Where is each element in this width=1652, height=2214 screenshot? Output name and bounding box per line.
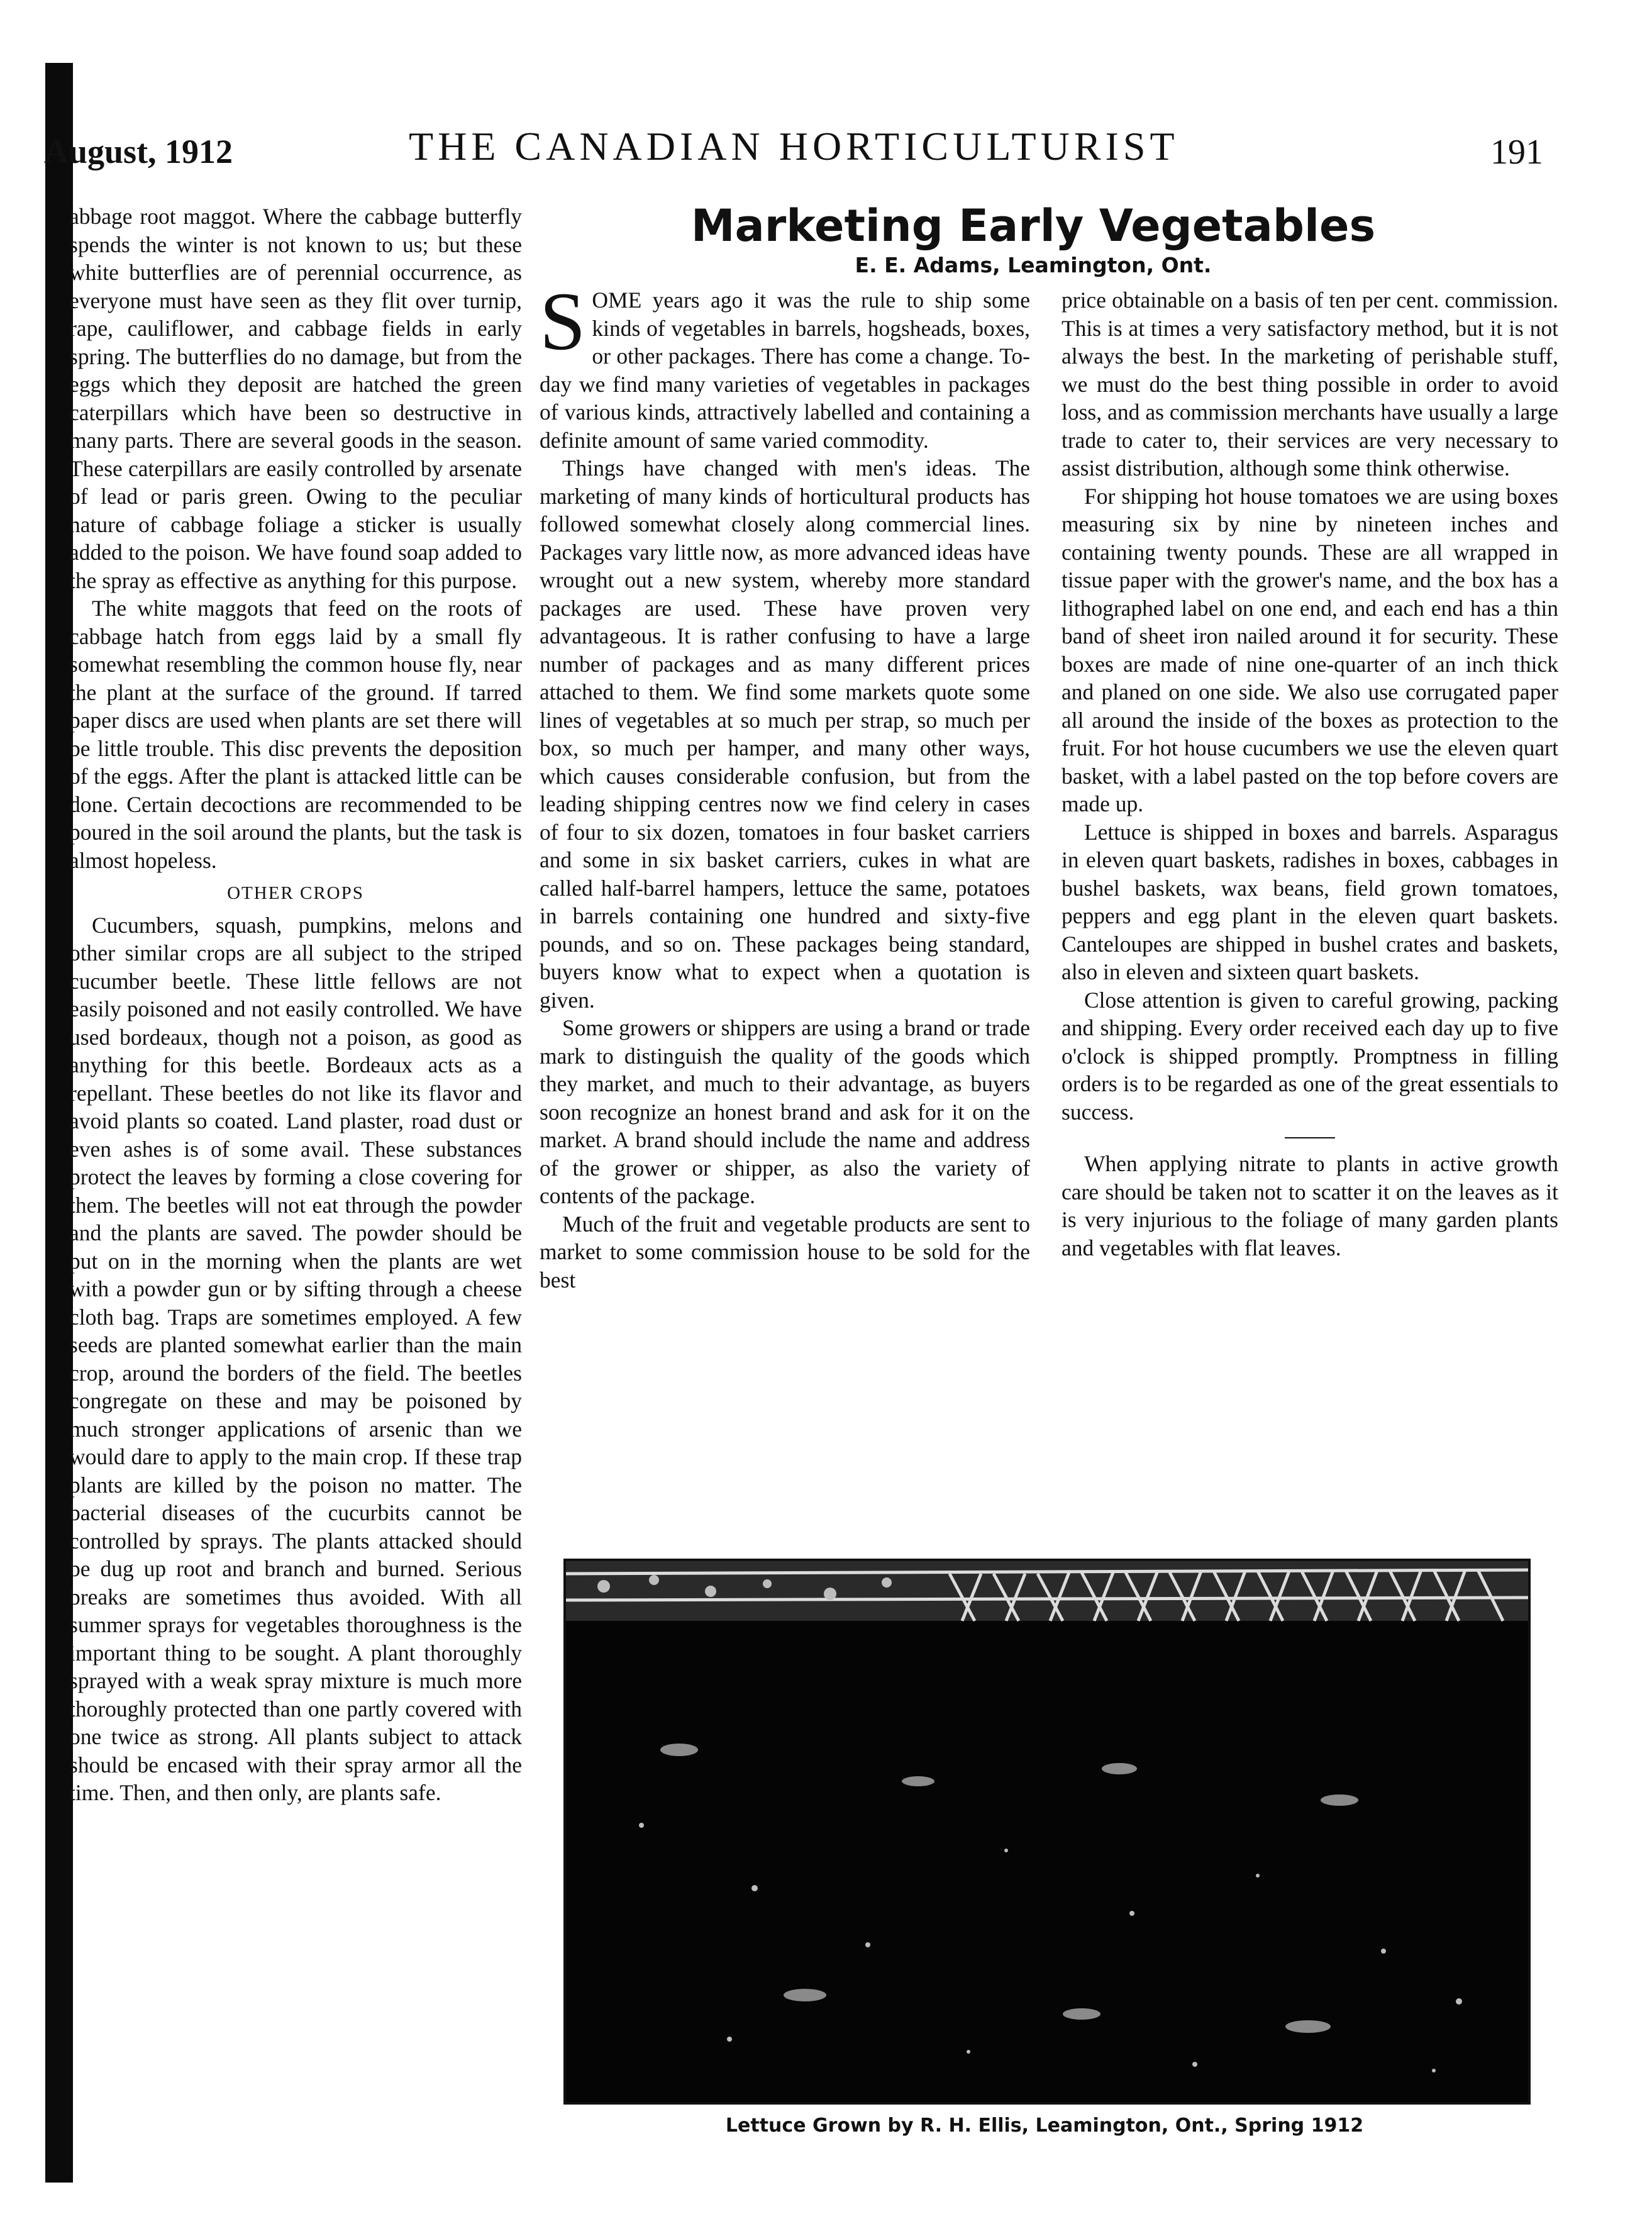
- drop-cap: S: [540, 275, 586, 367]
- paragraph: For shipping hot house tomatoes we are using boxes measuring six by nine by nineteen inches and containing twenty pounds. These are all wrapped in tissue paper with the grower's name, and the box has a lithographed label on one end, and each end has a thin band of sheet iron nailed around it for security. These boxes are made of nine one-quarter of an inch thick and planed on one side. We also use corrugated paper all around the inside of the boxes as protection to the fruit. For hot house cucumbers we use the eleven quart basket, with a label pasted on the top before covers are made up.: [1062, 483, 1558, 816]
- paragraph: Cucumbers, squash, pumpkins, melons and other similar crops are all subject to the striped cucumber beetle. These little fellows are not easily poisoned and not easily controlled. We have used bordeaux, though not a poison, as good as anything for this beetle. Bordeaux acts as a repellant. These beetles do not like its flavor and avoid plants so coated. Land plaster, road dust or even ashes is of some avail. These substances protect the leaves by forming a close covering for them. The beetles will not eat through the powder and the plants are saved. The powder should be put on in the morning when the plants are wet with a powder gun or by sifting through a cheese cloth bag. Traps are sometimes employed. A few seeds are planted somewhat earlier than the main crop, around the borders of the field. The beetles congregate on these and may be poisoned by much stronger applications of arsenic than we would dare to apply to the main crop. If these trap plants are killed by the poison no matter. The bacterial diseases of the cucurbits cannot be controlled by sprays. The plants attacked should be dug up root and branch and burned. Serious breaks are sometimes thus avoided. With all summer sprays for vegetables thoroughness is the important thing to be sought. A plant thoroughly sprayed with a weak spray mixture is much more thoroughly protected than one partly covered with one twice as strong. All plants subject to attack should be encased with their spray armor all the time. Then, and then only, are plants safe.: [69, 912, 522, 1805]
- left-column: [69, 203, 522, 1807]
- photo-caption: Lettuce Grown by R. H. Ellis, Leamington, Ont., Spring 1912: [725, 2115, 1364, 2137]
- paragraph: Lettuce is shipped in boxes and barrels. Asparagus in eleven quart baskets, radishes in boxes, cabbages in bushel baskets, wax beans, field grown tomatoes, peppers and egg plant in the eleven quart baskets. Canteloupes are shipped in bushel crates and baskets, also in eleven and sixteen quart baskets.: [1062, 819, 1558, 984]
- paragraph: abbage root maggot. Where the cabbage butterfly spends the winter is not known to us; but these white butterflies are of perennial occurrence, as everyone must have seen as they flit over turnip, rape, cauliflower, and cabbage fields in early spring. The butterflies do no damage, but from the eggs which they deposit are hatched the green caterpillars which have been so destructive in many parts. There are several goods in the season. These caterpillars are easily controlled by arsenate of lead or paris green. Owing to the peculiar nature of cabbage foliage a sticker is usually added to the poison. We have found soap added to the spray as effective as anything for this purpose.: [69, 204, 522, 593]
- article-byline: E. E. Adams, Leamington, Ont.: [855, 253, 1212, 277]
- paragraph: Much of the fruit and vegetable products are sent to market to some commission house to be sold for the best: [540, 1211, 1030, 1293]
- paragraph: price obtainable on a basis of ten per cent. commission. This is at times a very satisfactory method, but it is not always the best. In the marketing of perishable stuff, we must do the best thing possible in order to avoid loss, and as commission merchants have usually a large trade to cater to, their services are very necessary to assist distribution, although some think otherwise.: [1062, 287, 1558, 481]
- photo-illustration: [566, 1561, 1528, 2102]
- running-head: [44, 123, 1553, 180]
- page-number: 191: [1490, 133, 1543, 172]
- paragraph: Some growers or shippers are using a brand or trade mark to distinguish the quality of the goods which they market, and much to their advantage, as buyers soon recognize an honest brand and ask for it on the market. A brand should include the name and address of the grower or shipper, as also the variety of contents of the package.: [540, 1015, 1030, 1208]
- article-title: Marketing Early Vegetables: [690, 200, 1376, 252]
- lettuce-photo: [563, 1559, 1531, 2105]
- paragraph: Close attention is given to careful growing, packing and shipping. Every order received each day up to five o'clock is shipped promptly. Promptness in filling orders is to be regarded as one of the great essentials to success.: [1062, 987, 1558, 1125]
- article-column-1: [540, 275, 1030, 1294]
- paragraph: Things have changed with men's ideas. The marketing of many kinds of horticultural products has followed somewhat closely along commercial lines. Packages vary little now, as more advanced ideas have wrought out a new system, whereby more standard packages are used. These have proven very advantageous. It is rather confusing to have a large number of packages and as many different prices attached to them. We find some markets quote some lines of vegetables at so much per strap, so much per box, so much per hamper, and many other ways, which causes considerable confusion, but from the leading shipping centres now we find celery in cases of four to six dozen, tomatoes in four basket carriers and some in six basket carriers, cukes in what are called half-barrel hampers, lettuce the same, potatoes in barrels containing one hundred and sixty-five pounds, and so on. These packages being standard, buyers know what to expect when a quotation is given.: [540, 455, 1030, 1013]
- issue-date: August, 1912: [44, 133, 233, 170]
- divider: [1285, 1137, 1335, 1138]
- note-paragraph: When applying nitrate to plants in active growth care should be taken not to scatter it on the leaves as it is very injurious to the foliage of many garden plants and vegetables with flat leaves.: [1062, 1151, 1558, 1260]
- paragraph: The white maggots that feed on the roots of cabbage hatch from eggs laid by a small fly somewhat resembling the common house fly, near the plant at the surface of the ground. If tarred paper discs are used when plants are set there will be little trouble. This disc prevents the deposition of the eggs. After the plant is attacked little can be done. Certain decoctions are recommended to be poured in the soil around the plants, but the task is almost hopeless.: [69, 596, 522, 873]
- paragraph-lead: [540, 275, 1030, 454]
- article-column-2: [1062, 286, 1558, 1262]
- section-subhead: OTHER CROPS: [227, 883, 364, 903]
- lead-text: OME years ago it was the rule to ship some kinds of vegetables in barrels, hogsheads, boxes, or other packages. There has come a change. To-day we find many varieties of vegetables in packages of various kinds, attractively labelled and containing a definite amount of same varied commodity.: [540, 287, 1030, 453]
- journal-title: THE CANADIAN HORTICULTURIST: [409, 124, 1179, 169]
